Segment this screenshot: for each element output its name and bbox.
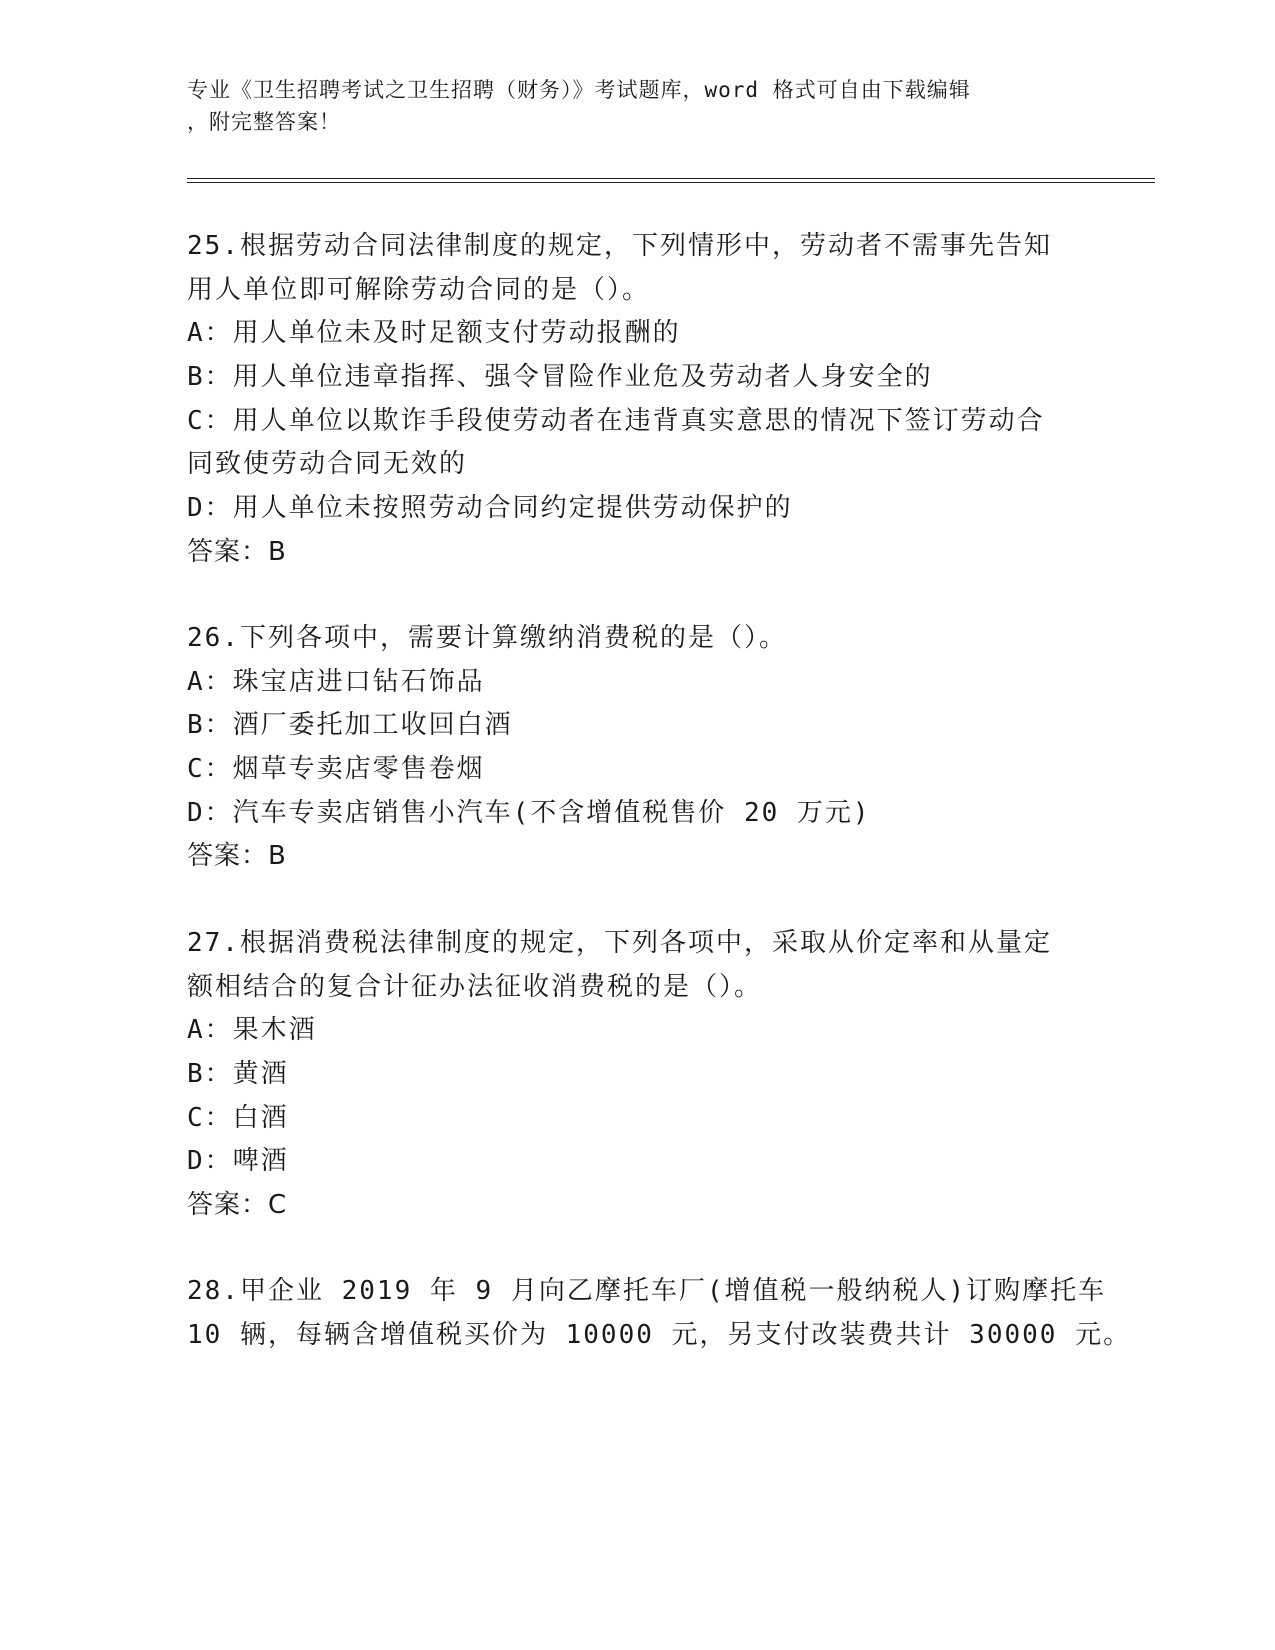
question-stem: 额相结合的复合计征办法征收消费税的是（）。 [187,972,763,1002]
question-stem: 用人单位即可解除劳动合同的是（）。 [187,275,651,305]
option-c: C：烟草专卖店零售卷烟 [187,754,485,784]
question-stem: 26.下列各项中，需要计算缴纳消费税的是（）。 [187,623,787,653]
option-b: B：黄酒 [187,1059,289,1089]
header-divider [187,178,1155,183]
answer: 答案：C [187,1190,288,1220]
option-d: D：啤酒 [187,1146,289,1176]
question-stem: 27.根据消费税法律制度的规定，下列各项中，采取从价定率和从量定 [187,928,1052,958]
option-b: B：酒厂委托加工收回白酒 [187,710,513,740]
question-stem: 28.甲企业 2019 年 9 月向乙摩托车厂(增值税一般纳税人)订购摩托车 [187,1276,1107,1306]
option-a: A：珠宝店进口钻石饰品 [187,667,485,697]
answer: 答案：B [187,841,287,871]
question-stem: 10 辆，每辆含增值税买价为 10000 元，另支付改装费共计 30000 元。 [187,1320,1132,1350]
option-d: D：汽车专卖店销售小汽车(不含增值税售价 20 万元) [187,798,871,828]
option-a: A：用人单位未及时足额支付劳动报酬的 [187,318,681,348]
option-b: B：用人单位违章指挥、强令冒险作业危及劳动者人身安全的 [187,362,933,392]
header-line: 专业《卫生招聘考试之卫生招聘（财务）》考试题库，word 格式可自由下载编辑 [187,78,971,102]
header-line: ，附完整答案！ [187,110,341,134]
option-a: A：果木酒 [187,1015,317,1045]
answer: 答案：B [187,537,287,567]
question-stem: 25.根据劳动合同法律制度的规定，下列情形中，劳动者不需事先告知 [187,231,1052,261]
option-d: D：用人单位未按照劳动合同约定提供劳动保护的 [187,493,793,523]
document-header [187,74,1087,138]
option-c: C：用人单位以欺诈手段使劳动者在违背真实意思的情况下签订劳动合 [187,406,1045,436]
option-c: 同致使劳动合同无效的 [187,449,468,479]
option-c: C：白酒 [187,1103,289,1133]
